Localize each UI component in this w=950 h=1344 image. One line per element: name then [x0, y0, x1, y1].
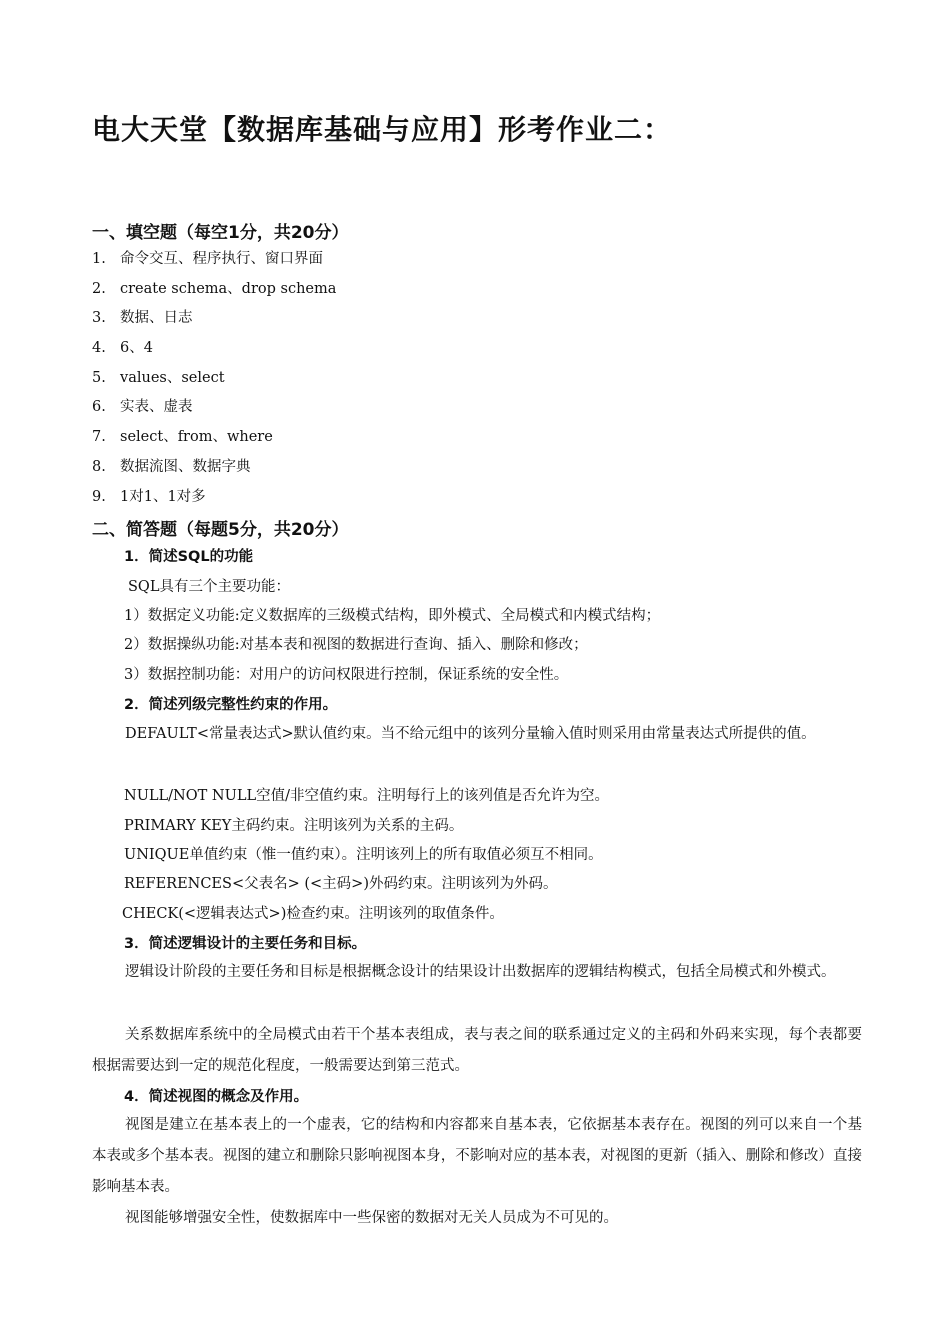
- item-text: 实表、虚表: [120, 399, 193, 416]
- item-text: values、select: [120, 369, 225, 386]
- list-item: [92, 396, 336, 426]
- item-number: 4.: [92, 340, 106, 357]
- answer-line: 2）数据操纵功能:对基本表和视图的数据进行查询、插入、删除和修改；: [124, 637, 588, 653]
- item-number: 8.: [92, 458, 106, 475]
- item-number: 1.: [92, 251, 106, 267]
- question-1-title: 1．简述SQL的功能: [124, 549, 254, 565]
- list-item: [92, 486, 336, 516]
- list-item: [92, 367, 336, 397]
- item-text: 6、4: [120, 340, 153, 357]
- item-text: 命令交互、程序执行、窗口界面: [120, 251, 323, 267]
- list-item: [92, 456, 336, 486]
- question-4-title: 4．简述视图的概念及作用。: [124, 1089, 309, 1105]
- list-item: [92, 278, 336, 308]
- section-fill-in-heading: 一、填空题（每空1分，共20分）: [92, 223, 349, 243]
- answer-line: 3）数据控制功能：对用户的访问权限进行控制，保证系统的安全性。: [124, 667, 569, 683]
- item-text: create schema、drop schema: [120, 280, 337, 297]
- list-item: [92, 337, 336, 367]
- answer-line: 1）数据定义功能:定义数据库的三级模式结构，即外模式、全局模式和内模式结构；: [124, 608, 661, 624]
- item-number: 9.: [92, 488, 106, 505]
- answer-paragraph: 逻辑设计阶段的主要任务和目标是根据概念设计的结果设计出数据库的逻辑结构模式，包括全局模式和外模式。: [125, 964, 836, 980]
- fill-in-answer-list: [92, 248, 336, 515]
- answer-paragraph: 视图能够增强安全性，使数据库中一些保密的数据对无关人员成为不可见的。: [125, 1210, 618, 1226]
- answer-paragraph: DEFAULT<常量表达式>默认值约束。当不给元组中的该列分量输入值时则采用由常量表达式所提供的值。: [125, 726, 816, 742]
- item-text: 数据、日志: [120, 310, 193, 327]
- list-item: [92, 307, 336, 337]
- answer-line: PRIMARY KEY主码约束。注明该列为关系的主码。: [124, 818, 464, 834]
- answer-paragraph: 视图是建立在基本表上的一个虚表，它的结构和内容都来自基本表，它依据基本表存在。视图的列可以来自一个基本表或多个基本表。视图的建立和删除只影响视图本身，不影响对应的基本表，对视图的更新（插入、删除和修改）直接影响基本表。: [92, 1117, 862, 1195]
- list-item: [92, 426, 336, 456]
- item-number: 3.: [92, 310, 106, 327]
- answer-paragraph: 关系数据库系统中的全局模式由若干个基本表组成，表与表之间的联系通过定义的主码和外码来实现，每个表都要根据需要达到一定的规范化程度，一般需要达到第三范式。: [92, 1027, 862, 1074]
- item-number: 7.: [92, 429, 106, 446]
- section-short-answer-heading: 二、简答题（每题5分，共20分）: [92, 520, 349, 540]
- item-number: 2.: [92, 280, 106, 297]
- answer-line: REFERENCES<父表名> (<主码>)外码约束。注明该列为外码。: [124, 876, 558, 892]
- document-title: 电大天堂【数据库基础与应用】形考作业二：: [92, 113, 673, 146]
- question-3-title: 3．简述逻辑设计的主要任务和目标。: [124, 936, 367, 952]
- item-text: 数据流图、数据字典: [120, 458, 251, 475]
- item-text: 1对1、1对多: [120, 488, 206, 505]
- answer-line: CHECK(<逻辑表达式>)检查约束。注明该列的取值条件。: [122, 906, 504, 922]
- answer-line: NULL/NOT NULL空值/非空值约束。注明每行上的该列值是否允许为空。: [124, 788, 609, 804]
- answer-line: SQL具有三个主要功能：: [128, 579, 290, 595]
- list-item: [92, 248, 336, 278]
- item-number: 6.: [92, 399, 106, 416]
- item-text: select、from、where: [120, 429, 273, 446]
- answer-line: UNIQUE单值约束（惟一值约束）。注明该列上的所有取值必须互不相同。: [124, 847, 603, 863]
- question-2-title: 2．简述列级完整性约束的作用。: [124, 697, 338, 713]
- item-number: 5.: [92, 369, 106, 386]
